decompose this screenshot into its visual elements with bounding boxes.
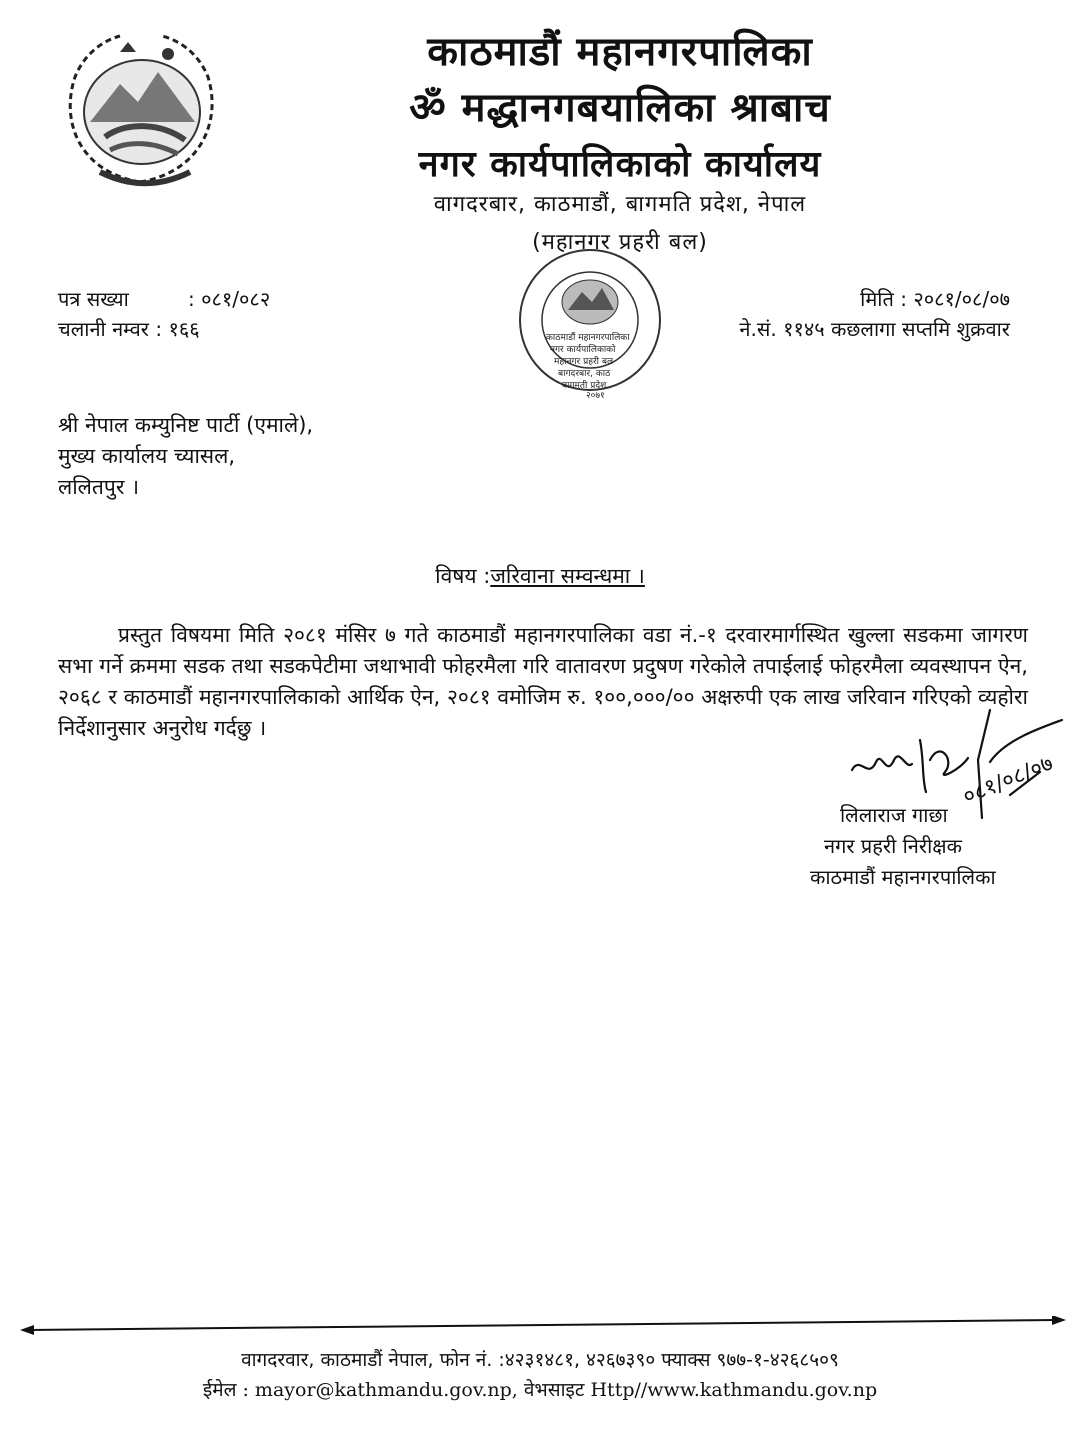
signer-block: [810, 800, 996, 893]
date-block: [739, 284, 1010, 344]
dispatch-number-label: चलानी नम्वर :: [58, 317, 163, 341]
stamp-line-3: महानगर प्रहरी बल: [554, 357, 614, 367]
letter-number-row: [58, 284, 270, 314]
footer-email-line: ईमेल : mayor@kathmandu.gov.np, वेभसाइट Http//www.kathmandu.gov.np: [202, 1379, 878, 1401]
office-subtitle: नगर कार्यपालिकाको कार्यालय: [418, 144, 822, 185]
office-unit: (महानगर प्रहरी बल): [532, 230, 708, 255]
addressee-line-1: श्री नेपाल कम्युनिष्ट पार्टी (एमाले),: [58, 413, 314, 437]
signature-date: ०८१/०८/०७: [959, 751, 1057, 810]
dispatch-number-row: [58, 314, 270, 344]
signer-designation: नगर प्रहरी निरीक्षक: [824, 834, 962, 858]
signer-name: लिलाराज गाछा: [840, 803, 948, 827]
addressee-block: [58, 410, 313, 503]
stamp-line-6: २०७१: [586, 391, 605, 400]
office-address: वागदरबार, काठमाडौं, बागमति प्रदेश, नेपाल: [433, 192, 807, 217]
office-title: काठमाडौं महानगरपालिका: [427, 29, 813, 75]
date-line: मिति : २०८१/०८/०७: [860, 287, 1010, 311]
nepal-emblem-icon: [50, 22, 230, 192]
footer-address-line: वागदरवार, काठमाडौं नेपाल, फोन नं. :४२३१४८१, ४२६७३९० फ्याक्स ९७७-१-४२६८५०९: [241, 1349, 839, 1371]
signer-organization: काठमाडौं महानगरपालिका: [810, 865, 996, 889]
subject-label: विषय :: [435, 564, 491, 588]
addressee-line-2: मुख्य कार्यालय च्यासल,: [58, 444, 236, 468]
official-stamp-icon: [510, 240, 670, 400]
letter-body: प्रस्तुत विषयमा मिति २०८१ मंसिर ७ गते काठमाडौं महानगरपालिका वडा नं.-१ दरवारमार्गस्थित खुल्ला सडकमा जागरण सभा गर्ने क्रममा सडक तथा सडकपेटीमा जथाभावी फोहरमैला गरि वातावरण प्रदुषण गरेकोले तपाईलाई फोहरमैला व्यवस्थापन ऐन, २०६८ र काठमाडौं महानगरपालिकाको आर्थिक ऐन, २०८१ वमोजिम रु. १००,०००/०० अक्षरुपी एक लाख जरिवान गरिएको व्यहोरा निर्देशानुसार अनुरोध गर्दछु ।: [58, 623, 1028, 740]
stamp-line-4: बागदरबार, काठ: [558, 369, 611, 379]
subject-line: [0, 562, 1080, 590]
stamp-line-5: बागमती प्रदेश: [562, 381, 607, 391]
letter-number-label: पत्र सख्या: [58, 287, 129, 311]
newari-title: ॐ मद्धानगबयालिका श्राबाच: [409, 84, 831, 131]
stamp-line-1: काठमाडौं महानगरपालिका: [546, 333, 630, 343]
stamp-line-2: नगर कार्यपालिकाको: [550, 345, 616, 355]
subject-text: जरिवाना सम्वन्धमा ।: [490, 564, 645, 588]
reference-block: [58, 284, 270, 344]
footer-contact: [0, 1345, 1080, 1405]
letter-number-value: : ०८१/०८२: [188, 287, 271, 311]
nepal-sambat-line: ने.सं. ११४५ कछलागा सप्तमि शुक्रवार: [739, 317, 1010, 341]
addressee-line-3: ललितपुर ।: [58, 475, 140, 499]
dispatch-number-value: १६६: [168, 317, 200, 341]
footer-divider: [18, 1316, 1068, 1336]
